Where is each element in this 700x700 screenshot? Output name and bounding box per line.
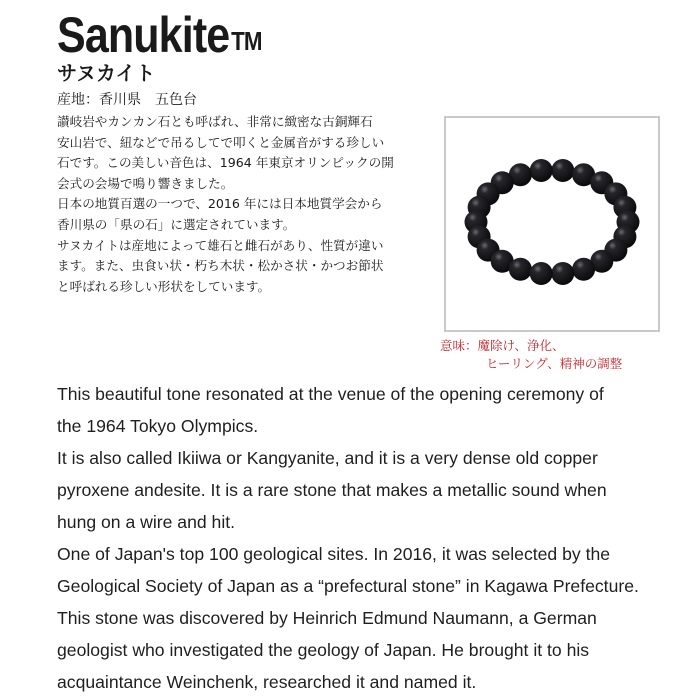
en-line: Geological Society of Japan as a “prefectural stone” in Kagawa Prefecture. (57, 576, 639, 596)
jp-line: と呼ばれる珍しい形状をしています。 (57, 278, 271, 294)
black-bead-bracelet-image (446, 118, 658, 330)
katakana-name: サヌカイト (57, 61, 156, 85)
meaning-note (440, 337, 622, 373)
jp-line: 会式の会場で鳴り響きました。 (57, 175, 234, 191)
en-line: This stone was discovered by Heinrich Edmund Naumann, a German (57, 608, 597, 628)
en-line: the 1964 Tokyo Olympics. (57, 416, 259, 436)
meaning-line: 意味：魔除け、浄化、 (440, 338, 565, 353)
jp-line: 日本の地質百選の一つで、2016 年には日本地質学会から (57, 196, 383, 212)
product-title (57, 6, 262, 64)
product-name: Sanukite (57, 7, 230, 63)
jp-line: 石です。この美しい音色は、1964 年東京オリンピックの開 (57, 155, 394, 171)
en-line: acquaintance Weinchenk, researched it and named it. (57, 672, 477, 692)
product-photo (444, 116, 660, 332)
en-line: This beautiful tone resonated at the venue of the opening ceremony of (57, 384, 604, 404)
japanese-description (57, 112, 425, 297)
en-line: pyroxene andesite. It is a rare stone that makes a metallic sound when (57, 480, 607, 500)
jp-line: 安山岩で、紐などで吊るしてで叩くと金属音がする珍しい (57, 134, 385, 150)
bead (509, 258, 532, 281)
bead (530, 262, 553, 285)
en-line: geologist who investigated the geology of Japan. He brought it to his (57, 640, 590, 660)
bead (530, 159, 553, 182)
en-line: One of Japan's top 100 geological sites. In 2016, it was selected by the (57, 544, 611, 564)
jp-line: ます。また、虫食い状・朽ち木状・松かさ状・かつお節状 (57, 258, 384, 274)
jp-line: 香川県の「県の石」に選定されています。 (57, 216, 296, 232)
meaning-line: ヒーリング、精神の調整 (486, 356, 623, 371)
en-line: hung on a wire and hit. (57, 512, 236, 532)
jp-line: サヌカイトは産地によって雄石と雌石があり、性質が違い (57, 237, 384, 253)
english-description (57, 378, 677, 698)
origin-label: 産地：香川県 五色台 (57, 92, 197, 108)
bead (551, 262, 574, 285)
trademark-symbol: TM (231, 26, 262, 56)
jp-line: 讃岐岩やカンカン石とも呼ばれ、非常に緻密な古銅輝石 (57, 114, 373, 129)
bead (572, 258, 595, 281)
bead (551, 159, 574, 182)
en-line: It is also called Ikiiwa or Kangyanite, and it is a very dense old copper (57, 448, 598, 468)
